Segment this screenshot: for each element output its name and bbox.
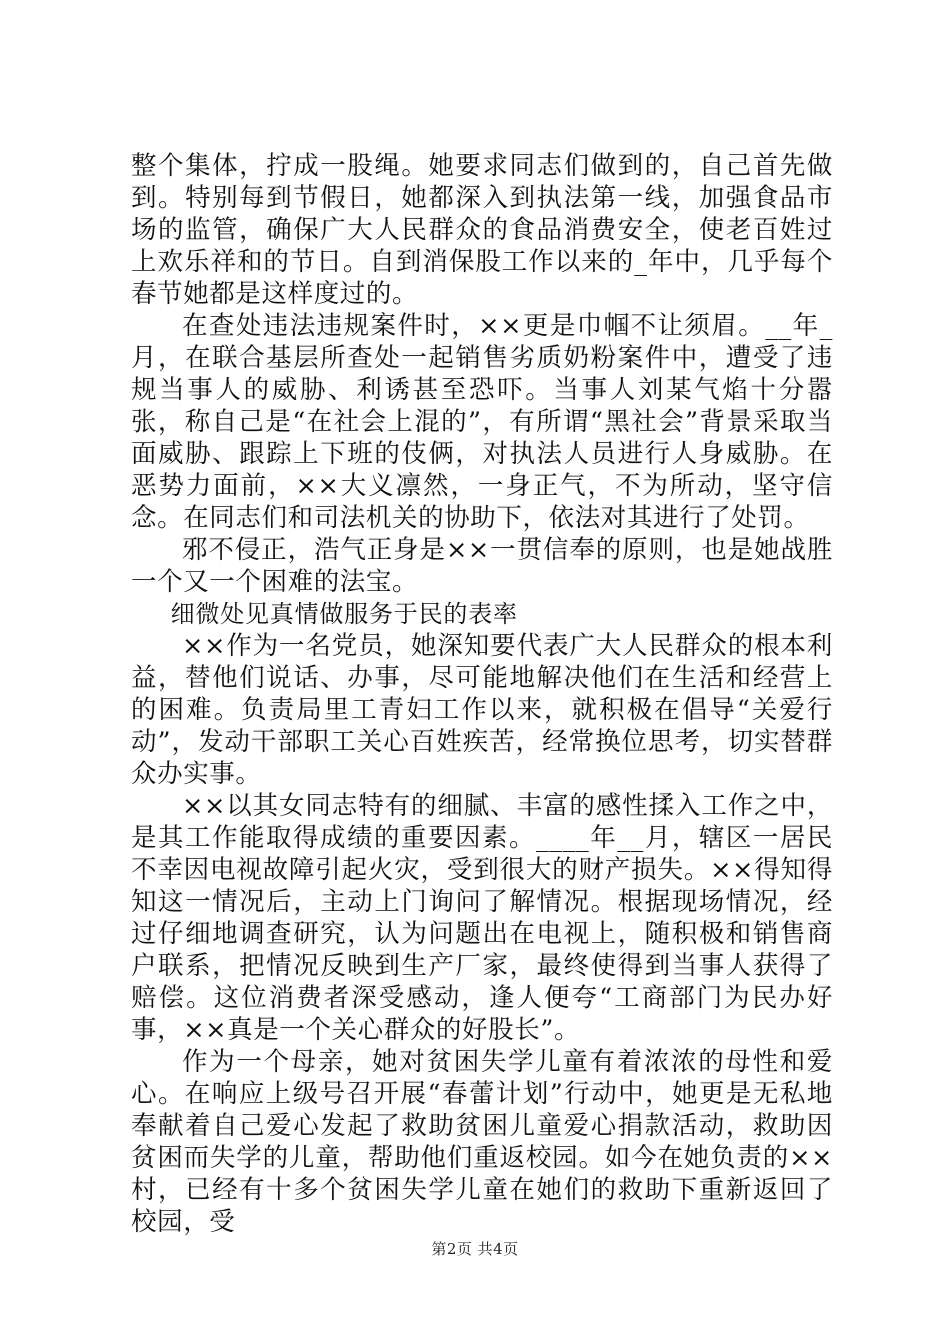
paragraph-5: ××以其女同志特有的细腻、丰富的感性揉入工作之中，是其工作能取得成绩的重要因素。____年__月，辖区一居民不幸因电视故障引起火灾，受到很大的财产损失。××得知得知这一情况后，主动上门询问了解情况。根据现场情况，经过仔细地调查研究，认为问题出在电视上，随积极和销售商户联系，把情况反映到生产厂家，最终使得到当事人获得了赔偿。这位消费者深受感动，逢人便夸“工商部门为民办好事，××真是一个关心群众的好股长”。 xyxy=(131,791,833,1045)
page-footer xyxy=(0,1238,950,1259)
paragraph-1: 整个集体，拧成一股绳。她要求同志们做到的，自己首先做到。特别每到节假日，她都深入到执法第一线，加强食品市场的监管，确保广大人民群众的食品消费安全，使老百姓过上欢乐祥和的节日。自到消保股工作以来的_年中，几乎每个春节她都是这样度过的。 xyxy=(131,151,833,309)
paragraph-3: 邪不侵正，浩气正身是××一贯信奉的原则，也是她战胜一个又一个困难的法宝。 xyxy=(131,535,833,597)
paragraph-2: 在查处违法违规案件时，××更是巾帼不让须眉。__年_月，在联合基层所查处一起销售劣质奶粉案件中，遭受了违规当事人的威胁、利诱甚至恐吓。当事人刘某气焰十分嚣张，称自己是“在社会上混的”，有所谓“黑社会”背景采取当面威胁、跟踪上下班的伎俩，对执法人员进行人身威胁。在恶势力面前，××大义凛然，一身正气，不为所动，坚守信念。在同志们和司法机关的协助下，依法对其进行了处罚。 xyxy=(131,311,833,533)
paragraph-6: 作为一个母亲，她对贫困失学儿童有着浓浓的母性和爱心。在响应上级号召开展“春蕾计划”行动中，她更是无私地奉献着自己爱心发起了救助贫困儿童爱心捐款活动，救助因贫困而失学的儿童，帮助他们重返校园。如今在她负责的××村，已经有十多个贫困失学儿童在她们的救助下重新返回了校园，受 xyxy=(131,1047,833,1237)
page-number-label: 第2页 共4页 xyxy=(431,1240,519,1258)
section-heading: 细微处见真情做服务于民的表率 xyxy=(170,600,518,628)
paragraph-4: ××作为一名党员，她深知要代表广大人民群众的根本利益，替他们说话、办事，尽可能地解决他们在生活和经营上的困难。负责局里工青妇工作以来，就积极在倡导“关爱行动”，发动干部职工关心百姓疾苦，经常换位思考，切实替群众办实事。 xyxy=(131,631,833,789)
document-body xyxy=(131,150,833,1238)
